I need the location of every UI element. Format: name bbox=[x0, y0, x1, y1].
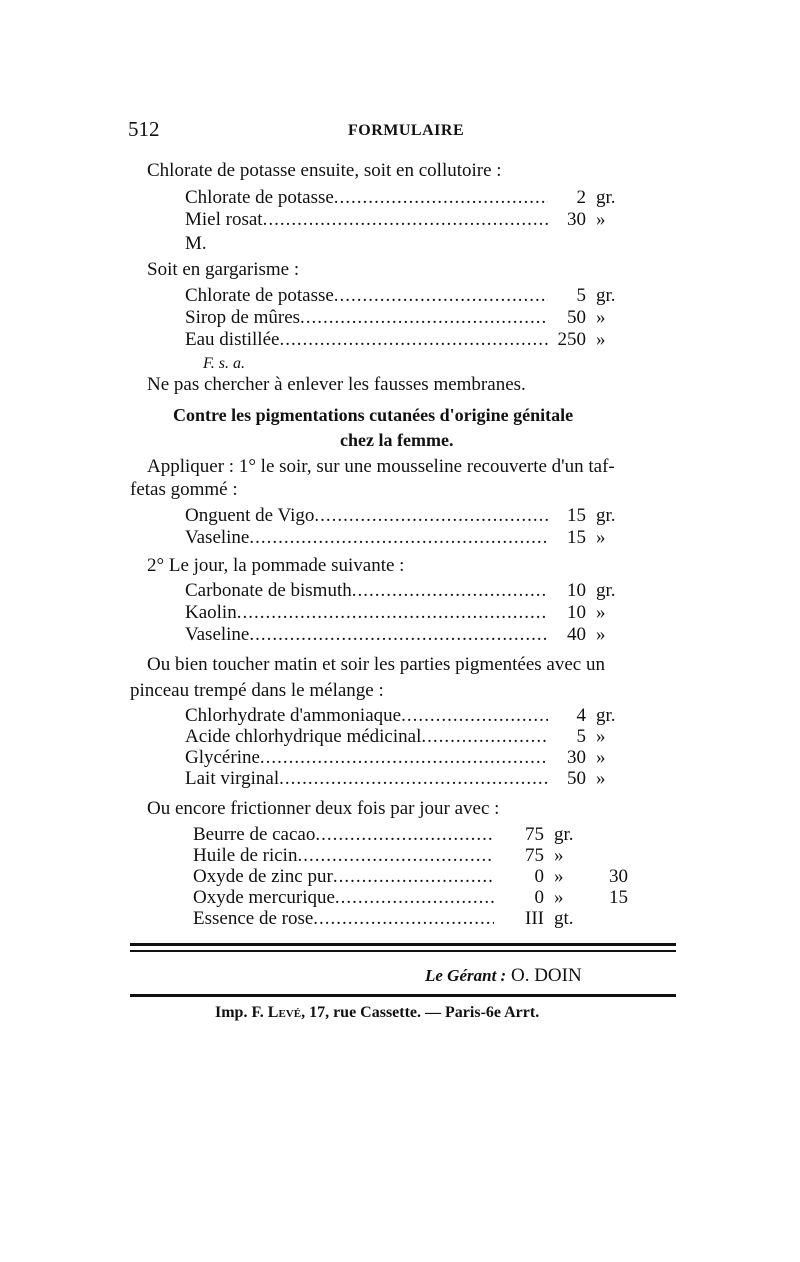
ingredient-qty: 50 bbox=[567, 768, 586, 789]
ingredient-qty: 0 bbox=[534, 887, 544, 908]
ingredient-qty: 75 bbox=[525, 824, 544, 845]
ingredient-unit: » bbox=[596, 768, 606, 789]
ingredient-unit: » bbox=[596, 209, 606, 230]
ingredient-unit: » bbox=[554, 887, 564, 908]
ingredient-extra bbox=[588, 908, 628, 930]
footer-rule-top-second bbox=[130, 950, 676, 952]
ingredient-qty: 15 bbox=[567, 505, 586, 526]
ingredient-name: Chlorate de potasse bbox=[185, 187, 334, 208]
ingredient-line bbox=[185, 187, 630, 209]
block1-intro: Chlorate de potasse ensuite, soit en collutoire : bbox=[147, 160, 502, 181]
ingredient-extra: 30 bbox=[609, 866, 628, 887]
ingredient-name: Eau distillée bbox=[185, 329, 280, 350]
ingredient-qty: 15 bbox=[567, 527, 586, 548]
ingredient-line bbox=[185, 505, 630, 527]
block4-intro: 2° Le jour, la pommade suivante : bbox=[147, 555, 405, 576]
section-title-line2: chez la femme. bbox=[340, 430, 454, 450]
ingredient-name: Lait virginal bbox=[185, 768, 280, 789]
ingredient-name: Vaseline bbox=[185, 527, 250, 548]
ingredient-unit: gt. bbox=[554, 908, 574, 929]
ingredient-unit: » bbox=[596, 329, 606, 350]
ingredient-qty: 30 bbox=[567, 747, 586, 768]
ingredient-line bbox=[185, 602, 630, 624]
ingredient-unit: gr. bbox=[596, 580, 616, 601]
ingredient-extra: 15 bbox=[609, 887, 628, 908]
block6-intro: Ou encore frictionner deux fois par jour avec : bbox=[147, 798, 500, 819]
ingredient-line bbox=[193, 845, 628, 867]
ingredient-unit: gr. bbox=[596, 705, 616, 726]
ingredient-unit: » bbox=[554, 845, 564, 866]
ingredient-name: Carbonate de bismuth bbox=[185, 580, 352, 601]
ingredient-line bbox=[193, 908, 628, 930]
ingredient-qty: III bbox=[525, 908, 544, 929]
footer-rule-bottom bbox=[130, 994, 676, 997]
ingredient-unit: » bbox=[596, 527, 606, 548]
ingredient-line bbox=[185, 705, 630, 727]
ingredient-qty: 4 bbox=[576, 705, 586, 726]
ingredient-unit: » bbox=[596, 602, 606, 623]
ingredient-qty: 2 bbox=[576, 187, 586, 208]
ingredient-name: Sirop de mûres bbox=[185, 307, 301, 328]
block2-note: F. s. a. bbox=[203, 355, 245, 372]
ingredient-line bbox=[185, 209, 630, 231]
ingredient-unit: » bbox=[596, 307, 606, 328]
imprint-pre: Imp. F. bbox=[215, 1004, 264, 1021]
ingredient-unit: » bbox=[596, 726, 606, 747]
ingredient-line bbox=[185, 307, 630, 329]
block3-intro-line2: fetas gommé : bbox=[130, 479, 238, 500]
ingredient-name: Chlorhydrate d'ammoniaque bbox=[185, 705, 402, 726]
ingredient-line bbox=[185, 580, 630, 602]
ingredient-line bbox=[193, 824, 628, 846]
ingredient-line bbox=[185, 285, 630, 307]
block1-note: M. bbox=[185, 233, 207, 254]
ingredient-qty: 5 bbox=[576, 285, 586, 306]
ingredient-name: Essence de rose bbox=[193, 908, 314, 929]
ingredient-line bbox=[193, 866, 628, 888]
ingredient-line bbox=[185, 624, 630, 646]
ingredient-line bbox=[185, 747, 630, 769]
ingredient-qty: 0 bbox=[534, 866, 544, 887]
imprint-post: , 17, rue Cassette. — Paris-6e Arrt. bbox=[301, 1004, 540, 1021]
ingredient-name: Oxyde de zinc pur bbox=[193, 866, 333, 887]
ingredient-extra bbox=[588, 845, 628, 867]
ingredient-name: Glycérine bbox=[185, 747, 260, 768]
ingredient-name: Beurre de cacao bbox=[193, 824, 316, 845]
block2-intro: Soit en gargarisme : bbox=[147, 259, 300, 280]
block5-intro-line2: pinceau trempé dans le mélange : bbox=[130, 680, 384, 701]
ingredient-unit: gr. bbox=[554, 824, 574, 845]
ingredient-qty: 75 bbox=[525, 845, 544, 866]
ingredient-unit: » bbox=[596, 747, 606, 768]
block2-after: Ne pas chercher à enlever les fausses membranes. bbox=[147, 374, 526, 395]
gerant-name: O. DOIN bbox=[510, 965, 582, 986]
ingredient-name: Chlorate de potasse bbox=[185, 285, 334, 306]
ingredient-unit: gr. bbox=[596, 285, 616, 306]
gerant-line bbox=[425, 965, 582, 987]
ingredient-qty: 50 bbox=[567, 307, 586, 328]
gerant-label: Le Gérant : bbox=[425, 966, 507, 985]
footer-rule-top bbox=[130, 943, 676, 946]
ingredient-extra bbox=[588, 824, 628, 846]
block5-intro-line1: Ou bien toucher matin et soir les parties pigmentées avec un bbox=[147, 654, 605, 675]
ingredient-line bbox=[185, 768, 630, 790]
ingredient-name: Acide chlorhydrique médicinal bbox=[185, 726, 422, 747]
ingredient-line bbox=[185, 726, 630, 748]
ingredient-name: Kaolin bbox=[185, 602, 237, 623]
ingredient-line bbox=[185, 527, 630, 549]
ingredient-qty: 250 bbox=[557, 329, 586, 350]
ingredient-line bbox=[193, 887, 628, 909]
ingredient-name: Miel rosat bbox=[185, 209, 263, 230]
ingredient-qty: 40 bbox=[567, 624, 586, 645]
imprint-name: Levé bbox=[267, 1004, 302, 1021]
ingredient-name: Oxyde mercurique bbox=[193, 887, 335, 908]
running-title: FORMULAIRE bbox=[348, 122, 465, 139]
ingredient-unit: gr. bbox=[596, 187, 616, 208]
section-title-line1: Contre les pigmentations cutanées d'origine génitale bbox=[173, 405, 574, 425]
ingredient-qty: 10 bbox=[567, 580, 586, 601]
page-number: 512 bbox=[128, 117, 160, 141]
ingredient-name: Vaseline bbox=[185, 624, 250, 645]
ingredient-line bbox=[185, 329, 630, 351]
block3-intro-line1: Appliquer : 1° le soir, sur une mousseline recouverte d'un taf- bbox=[147, 456, 615, 477]
ingredient-unit: » bbox=[596, 624, 606, 645]
ingredient-qty: 5 bbox=[576, 726, 586, 747]
imprint-line bbox=[215, 1004, 539, 1022]
ingredient-name: Huile de ricin bbox=[193, 845, 298, 866]
ingredient-qty: 10 bbox=[567, 602, 586, 623]
ingredient-unit: gr. bbox=[596, 505, 616, 526]
ingredient-name: Onguent de Vigo bbox=[185, 505, 315, 526]
ingredient-unit: » bbox=[554, 866, 564, 887]
ingredient-qty: 30 bbox=[567, 209, 586, 230]
